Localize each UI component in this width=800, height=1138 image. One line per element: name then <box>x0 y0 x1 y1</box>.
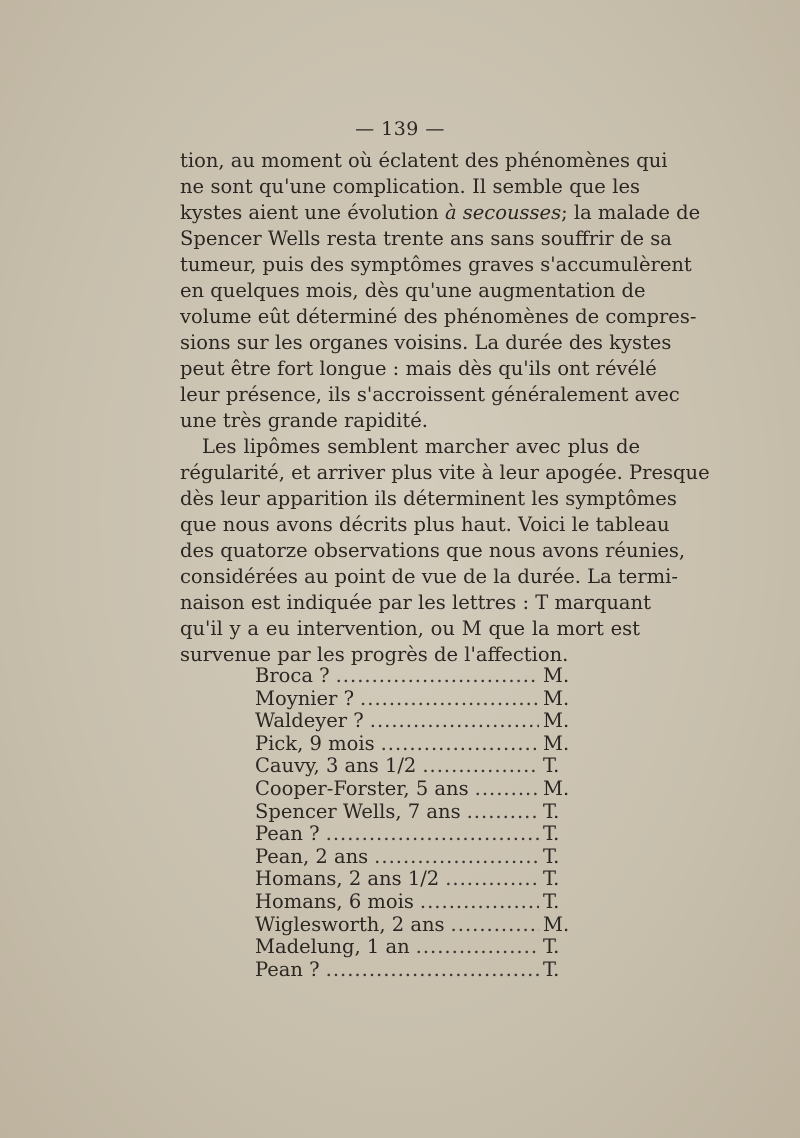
observation-name: Pean ? <box>255 957 320 981</box>
leader-dots <box>451 914 539 937</box>
observation-name: Waldeyer ? <box>255 709 364 733</box>
text-line: tumeur, puis des symptômes graves s'accumulèrent <box>180 253 692 276</box>
observation-name: Pick, 9 mois <box>255 731 375 755</box>
observation-outcome: T. <box>543 867 560 891</box>
paragraph-2 <box>180 434 710 668</box>
body-text <box>180 148 710 668</box>
leader-dots <box>422 755 539 778</box>
observation-outcome: M. <box>543 776 570 800</box>
observation-name: Homans, 2 ans 1/2 <box>255 867 440 891</box>
leader-dots <box>381 733 539 756</box>
observation-name: Pean, 2 ans <box>255 844 369 868</box>
observation-outcome: T. <box>543 822 560 846</box>
list-item <box>255 801 567 824</box>
text-line: en quelques mois, dès qu'une augmentation de <box>180 279 646 302</box>
text-line: leur présence, ils s'accroissent généralement avec <box>180 383 680 406</box>
leader-dots <box>475 778 539 801</box>
observation-name: Pean ? <box>255 822 320 846</box>
list-item <box>255 686 570 711</box>
observation-outcome: T. <box>543 889 560 913</box>
text-line <box>180 200 701 226</box>
text-line: Les lipômes semblent marcher avec plus de <box>202 435 640 458</box>
leader-dots <box>420 891 539 914</box>
leader-dots <box>336 665 539 688</box>
observation-name: Spencer Wells, 7 ans <box>255 799 461 823</box>
observation-outcome: T. <box>543 754 560 778</box>
page-number: — 139 — <box>355 118 445 140</box>
list-item <box>255 959 567 982</box>
leader-dots <box>370 710 539 733</box>
observation-outcome: M. <box>543 686 570 710</box>
observation-outcome: M. <box>543 664 570 687</box>
observations-list <box>255 664 570 981</box>
text-line: régularité, et arriver plus vite à leur apogée. Presque <box>180 461 710 484</box>
text-line: que nous avons décrits plus haut. Voici le tableau <box>180 513 670 536</box>
observation-name: Madelung, 1 an <box>255 935 410 959</box>
paragraph-1 <box>180 148 701 434</box>
observation-outcome: T. <box>543 935 560 959</box>
list-item <box>255 868 567 891</box>
text-line: dès leur apparition ils déterminent les symptômes <box>180 487 677 510</box>
text-line: volume eût déterminé des phénomènes de compres- <box>180 305 697 328</box>
leader-dots <box>326 959 539 982</box>
text-line: qu'il y a eu intervention, ou M que la mort est <box>180 617 640 640</box>
list-item <box>255 709 570 733</box>
leader-dots <box>360 688 539 711</box>
leader-dots <box>467 801 539 824</box>
observation-name: Homans, 6 mois <box>255 889 414 913</box>
leader-dots <box>416 936 539 959</box>
text-line: Spencer Wells resta trente ans sans souffrir de sa <box>180 227 672 250</box>
list-item <box>255 823 567 846</box>
list-item <box>255 846 567 869</box>
leader-dots <box>445 868 539 891</box>
text-line: survenue par les progrès de l'affection. <box>180 643 569 666</box>
text-line: une très grande rapidité. <box>180 409 428 432</box>
observation-name: Moynier ? <box>255 686 355 710</box>
observation-outcome: T. <box>543 957 560 981</box>
observation-name: Broca ? <box>255 664 330 687</box>
list-item <box>255 731 570 756</box>
leader-dots <box>374 846 539 869</box>
text-line: sions sur les organes voisins. La durée des kystes <box>180 331 672 354</box>
text-line: peut être fort longue : mais dès qu'ils ont révélé <box>180 357 657 380</box>
leader-dots <box>326 823 539 846</box>
text-line: tion, au moment où éclatent des phénomènes qui <box>180 149 668 172</box>
observation-outcome: T. <box>543 844 560 868</box>
text-line: considérées au point de vue de la durée. La termi- <box>180 565 678 588</box>
list-item <box>255 912 570 937</box>
observation-outcome: T. <box>543 799 560 823</box>
observation-name: Wiglesworth, 2 ans <box>255 912 445 936</box>
observation-outcome: M. <box>543 709 570 733</box>
italic-phrase: à secousses <box>444 201 562 224</box>
observation-outcome: M. <box>543 912 570 936</box>
list-item <box>255 776 570 801</box>
text-line: ne sont qu'une complication. Il semble que les <box>180 175 640 198</box>
text-line: des quatorze observations que nous avons réunies, <box>180 539 686 562</box>
list-item <box>255 664 570 688</box>
text-run: kystes aient une évolution <box>180 201 445 224</box>
observation-name: Cauvy, 3 ans 1/2 <box>255 754 417 778</box>
text-run: ; la malade de <box>561 201 701 224</box>
observation-outcome: M. <box>543 731 570 755</box>
observation-name: Cooper-Forster, 5 ans <box>255 776 469 800</box>
list-item <box>255 936 567 959</box>
text-line: naison est indiquée par les lettres : T marquant <box>180 591 651 614</box>
list-item <box>255 755 567 778</box>
list-item <box>255 891 567 914</box>
